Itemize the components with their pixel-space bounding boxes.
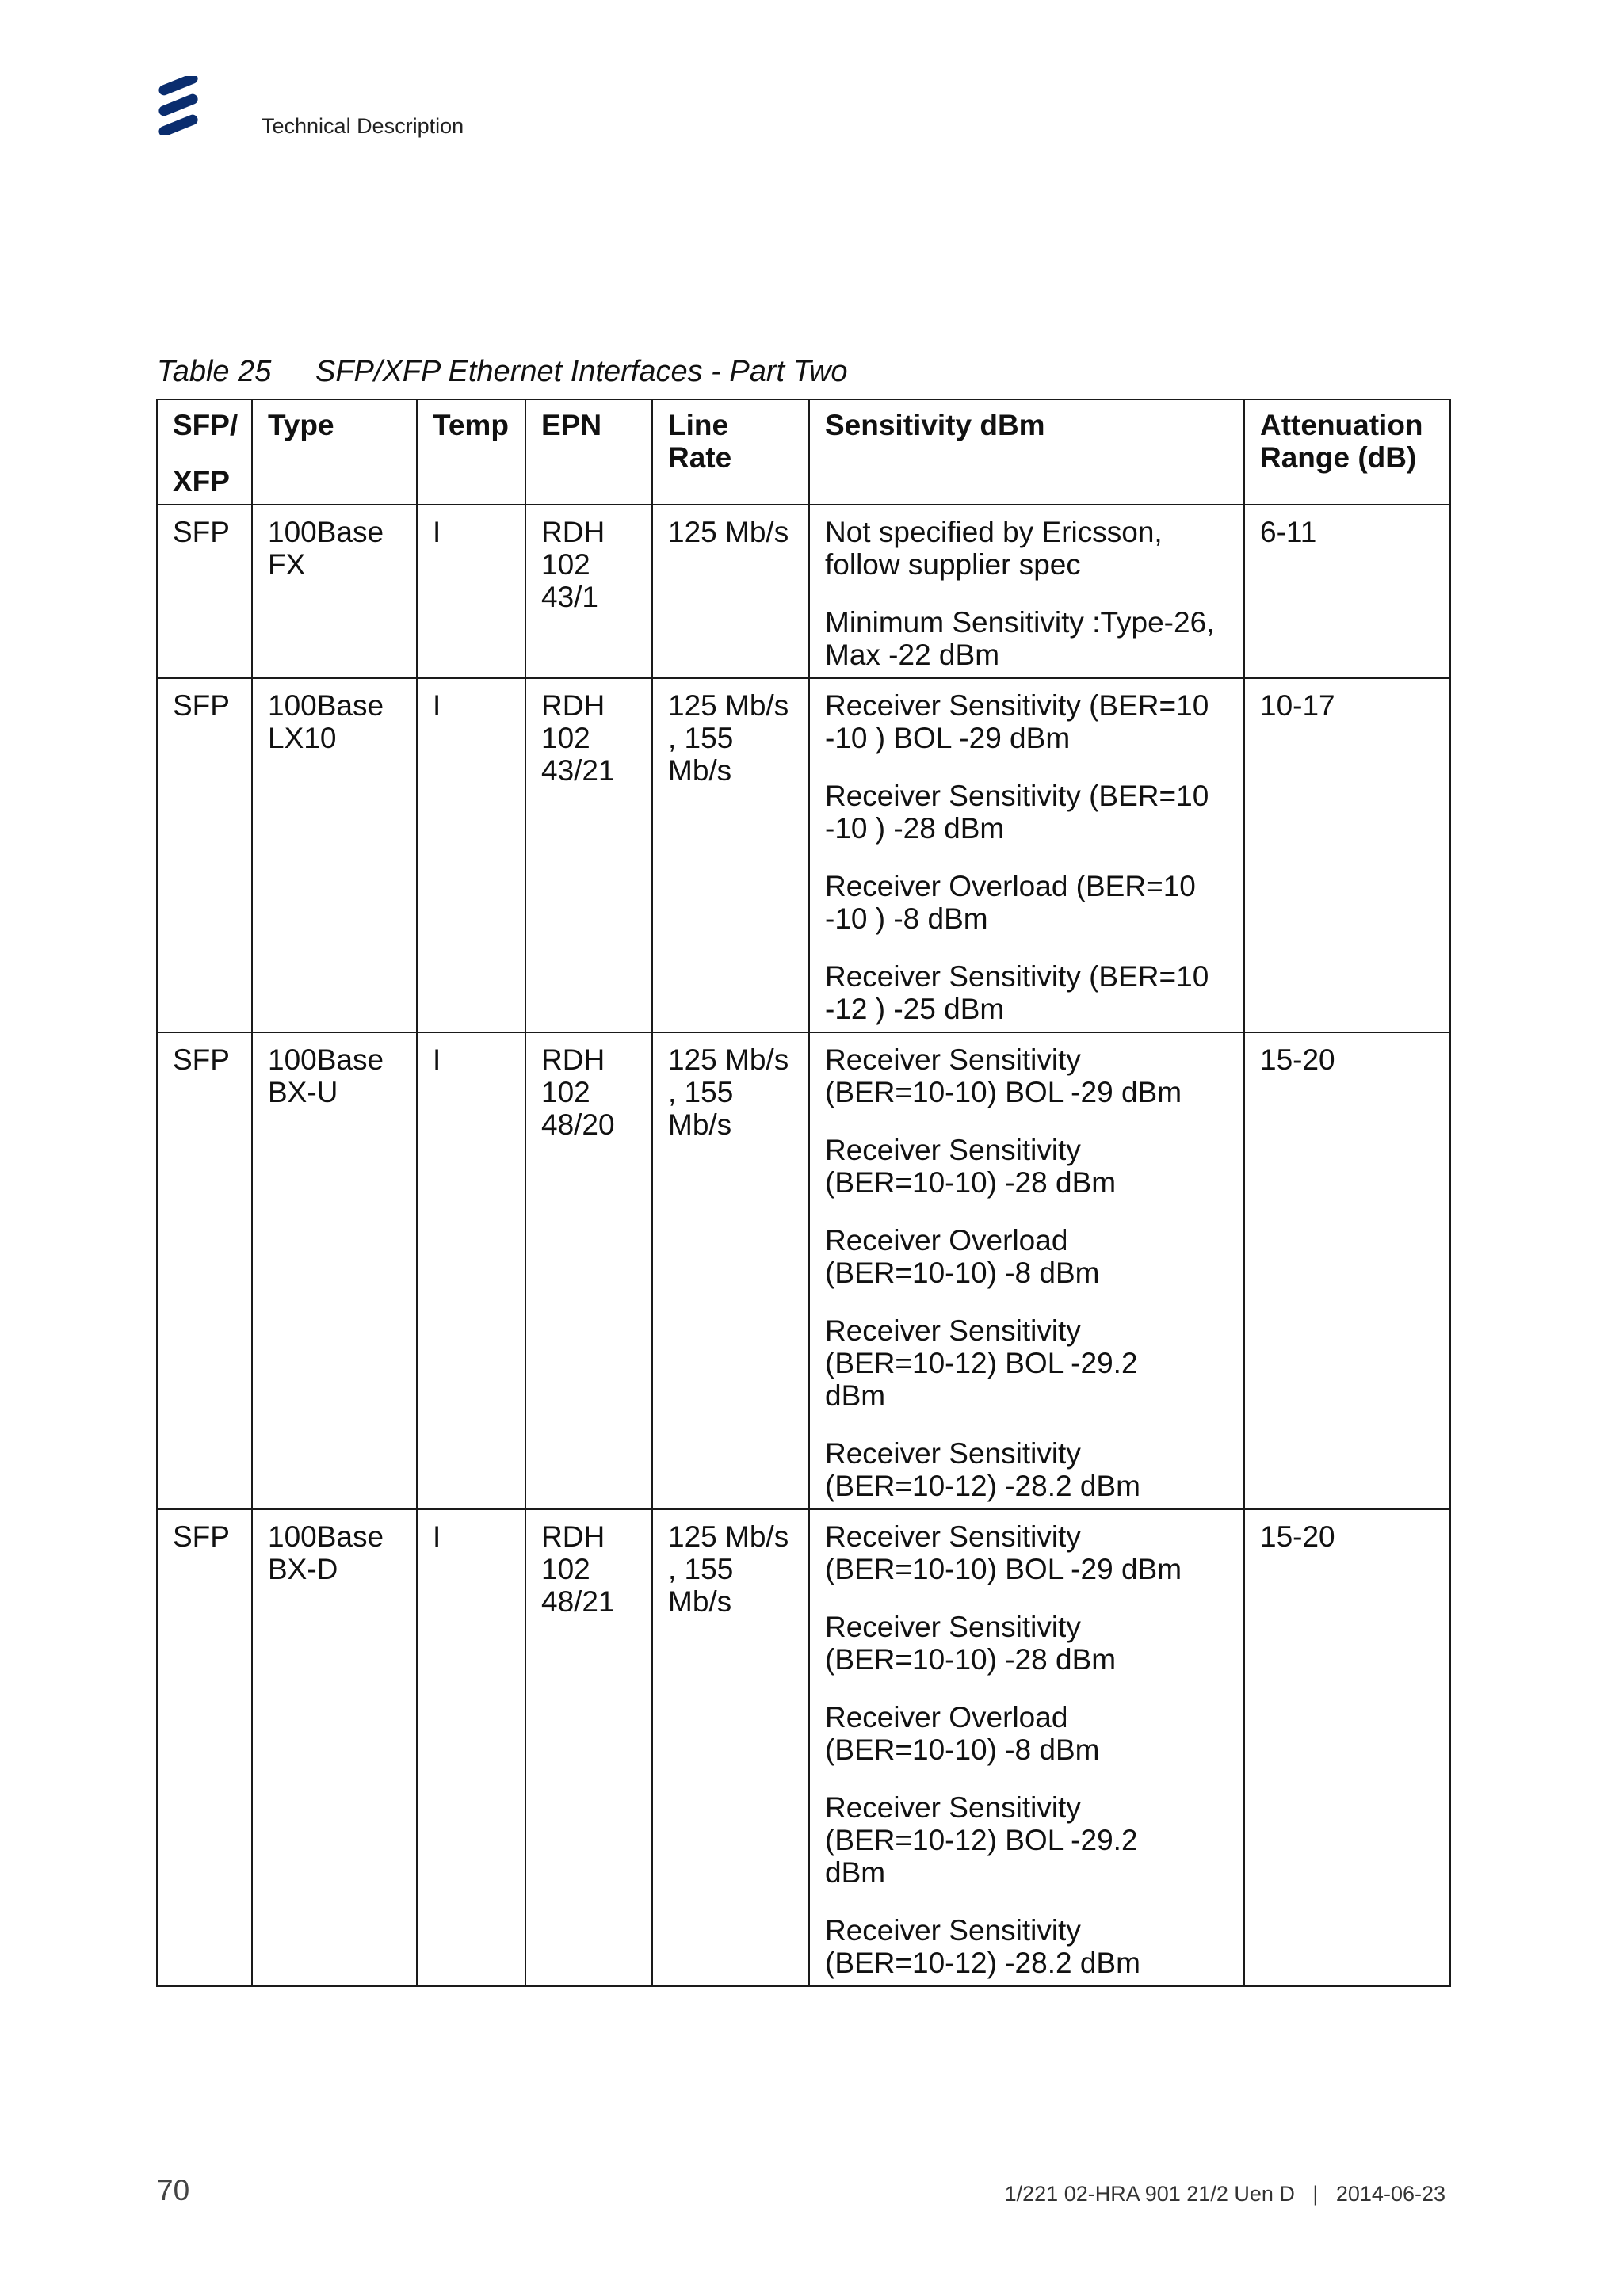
sensitivity-entry: Receiver Sensitivity (BER=10-10) -28 dBm [825, 1611, 1117, 1676]
ericsson-logo-icon [155, 76, 202, 135]
cell-attenuation: 15-20 [1244, 1509, 1450, 1986]
document-id: 1/221 02-HRA 901 21/2 Uen D | 2014-06-23 [1004, 2182, 1445, 2206]
header-temp: Temp [417, 399, 525, 505]
cell-type: 100Base LX10 [252, 678, 417, 1032]
sensitivity-entry: Receiver Overload (BER=10-10) -8 dBm [825, 1224, 1100, 1289]
cell-sfp: SFP [157, 505, 252, 678]
cell-sensitivity [809, 678, 1244, 1032]
cell-type: 100Base FX [252, 505, 417, 678]
table-title: SFP/XFP Ethernet Interfaces - Part Two [315, 355, 848, 388]
cell-sfp: SFP [157, 678, 252, 1032]
table-caption [157, 355, 848, 389]
cell-sensitivity [809, 1509, 1244, 1986]
header-title: Technical Description [262, 114, 464, 138]
cell-epn: RDH 102 43/21 [525, 678, 652, 1032]
cell-line-rate: 125 Mb/s , 155 Mb/s [652, 1032, 809, 1509]
sensitivity-entry: Minimum Sensitivity :Type-26, Max -22 dBm [825, 606, 1215, 671]
cell-line-rate: 125 Mb/s , 155 Mb/s [652, 678, 809, 1032]
cell-temp: I [417, 1509, 525, 1986]
cell-sfp: SFP [157, 1509, 252, 1986]
cell-attenuation: 10-17 [1244, 678, 1450, 1032]
table-row [157, 1032, 1450, 1509]
cell-line-rate: 125 Mb/s [652, 505, 809, 678]
table-row [157, 1509, 1450, 1986]
header-epn: EPN [525, 399, 652, 505]
sensitivity-entry: Receiver Sensitivity (BER=10-12) BOL -29.2 dBm [825, 1791, 1138, 1889]
header-attenuation: Attenuation Range (dB) [1244, 399, 1450, 505]
sensitivity-entry: Receiver Sensitivity (BER=10-10) -28 dBm [825, 1134, 1117, 1199]
cell-temp: I [417, 1032, 525, 1509]
header-sfp-xfp: SFP/ XFP [157, 399, 252, 505]
cell-sensitivity [809, 505, 1244, 678]
table-body [157, 505, 1450, 1986]
sensitivity-entry: Not specified by Ericsson, follow supplier spec [825, 516, 1163, 581]
interfaces-table [156, 399, 1451, 1987]
cell-attenuation: 15-20 [1244, 1032, 1450, 1509]
cell-line-rate: 125 Mb/s , 155 Mb/s [652, 1509, 809, 1986]
cell-epn: RDH 102 48/21 [525, 1509, 652, 1986]
cell-type: 100Base BX-D [252, 1509, 417, 1986]
sensitivity-entry: Receiver Sensitivity (BER=10-12) -28.2 dBm [825, 1437, 1140, 1502]
cell-temp: I [417, 505, 525, 678]
cell-temp: I [417, 678, 525, 1032]
sensitivity-entry: Receiver Sensitivity (BER=10-10) BOL -29 dBm [825, 1043, 1182, 1108]
sensitivity-entry: Receiver Sensitivity (BER=10 -12 ) -25 dBm [825, 960, 1209, 1025]
table-header-row [157, 399, 1450, 505]
cell-type: 100Base BX-U [252, 1032, 417, 1509]
cell-epn: RDH 102 43/1 [525, 505, 652, 678]
cell-attenuation: 6-11 [1244, 505, 1450, 678]
sensitivity-entry: Receiver Sensitivity (BER=10 -10 ) BOL -29 dBm [825, 689, 1209, 754]
table-number: Table 25 [157, 355, 272, 388]
header-sensitivity: Sensitivity dBm [809, 399, 1244, 505]
sensitivity-entry: Receiver Sensitivity (BER=10 -10 ) -28 dBm [825, 780, 1209, 845]
table-row [157, 505, 1450, 678]
cell-epn: RDH 102 48/20 [525, 1032, 652, 1509]
header-line-rate: Line Rate [652, 399, 809, 505]
sensitivity-entry: Receiver Sensitivity (BER=10-10) BOL -29 dBm [825, 1520, 1182, 1585]
cell-sfp: SFP [157, 1032, 252, 1509]
sensitivity-entry: Receiver Overload (BER=10 -10 ) -8 dBm [825, 870, 1196, 935]
header-type: Type [252, 399, 417, 505]
cell-sensitivity [809, 1032, 1244, 1509]
sensitivity-entry: Receiver Overload (BER=10-10) -8 dBm [825, 1701, 1100, 1766]
sensitivity-entry: Receiver Sensitivity (BER=10-12) -28.2 dBm [825, 1914, 1140, 1979]
sensitivity-entry: Receiver Sensitivity (BER=10-12) BOL -29.2 dBm [825, 1314, 1138, 1412]
table-row [157, 678, 1450, 1032]
page-number: 70 [157, 2174, 190, 2206]
